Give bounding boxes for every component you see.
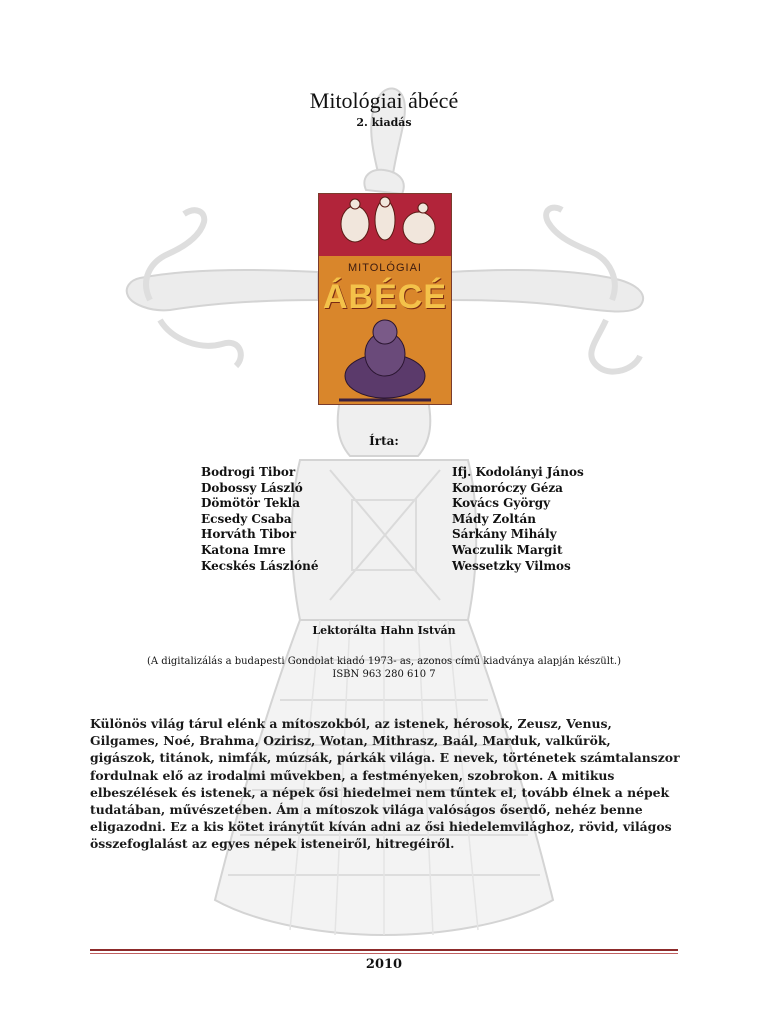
description-text: Különös világ tárul elénk a mítoszokból, az istenek, hérosok, Zeusz, Venus, Gilgames, Noé, Brahma, Ozirisz, Wotan, Mithrasz, Baál, Marduk, valkűrök, gigászok, titánok, nimfák, múzsák, párkák világa. E nevek, történetek számtalanszor fordulnak elő az irodalmi művekben, a festményeken, szobrokon. A mitikus elbeszélések és istenek, a népek ősi hiedelmei nem tűntek el, tovább élnek a népek tudatában, művészetében. Ám a mítoszok világa valóságos őserdő, nehéz benne eligazodni. Ez a kis kötet iránytűt kíván adni az ősi hiedelemvilághoz, rövid, világos összefoglalást az egyes népek isteneiről, hitregéiről.: [90, 716, 680, 852]
author-name: Horváth Tibor: [201, 527, 297, 542]
author-name: Waczulik Margit: [452, 542, 563, 557]
author-name: Wessetzky Vilmos: [452, 558, 571, 573]
author-name: Katona Imre: [201, 542, 286, 557]
footer-rule: [90, 949, 678, 951]
author-name: Sárkány Mihály: [452, 527, 557, 542]
publication-year: 2010: [365, 957, 403, 972]
authors-right-column: [452, 465, 584, 574]
author-name: Ifj. Kodolányi János: [452, 465, 584, 479]
digitization-note: (A digitalizálás a budapesti Gondolat kiadó 1973- as, azonos című kiadványa alapján készült.): [147, 656, 621, 667]
cover-buddha-illustration: [319, 314, 451, 404]
book-cover-image: [318, 193, 452, 405]
cover-title-text: ÁBÉCÉ: [322, 278, 448, 316]
cover-figures-illustration: [319, 194, 451, 256]
author-name: Kovács György: [452, 496, 551, 511]
editor-credit: Lektorálta Hahn István: [312, 624, 456, 637]
isbn-line: ISBN 963 280 610 7: [332, 669, 436, 680]
edition-label: 2. kiadás: [356, 116, 412, 129]
author-name: Komoróczy Géza: [452, 480, 563, 495]
document-title: Mitológiai ábécé: [309, 88, 459, 113]
description-paragraph: [90, 715, 680, 853]
authors-label: Írta:: [369, 434, 399, 448]
author-name: Dobossy László: [201, 480, 303, 495]
author-name: Ecsedy Csaba: [201, 511, 292, 526]
author-name: Dömötör Tekla: [201, 496, 300, 511]
authors-left-column: [201, 465, 318, 574]
author-name: Kecskés Lászlóné: [201, 558, 319, 573]
footer-rule-thin: [90, 953, 678, 954]
author-name: Bodrogi Tibor: [201, 465, 296, 479]
author-name: Mády Zoltán: [452, 511, 536, 526]
cover-top-band: [319, 194, 451, 256]
cover-series-text: MITOLÓGIAI: [348, 262, 422, 274]
